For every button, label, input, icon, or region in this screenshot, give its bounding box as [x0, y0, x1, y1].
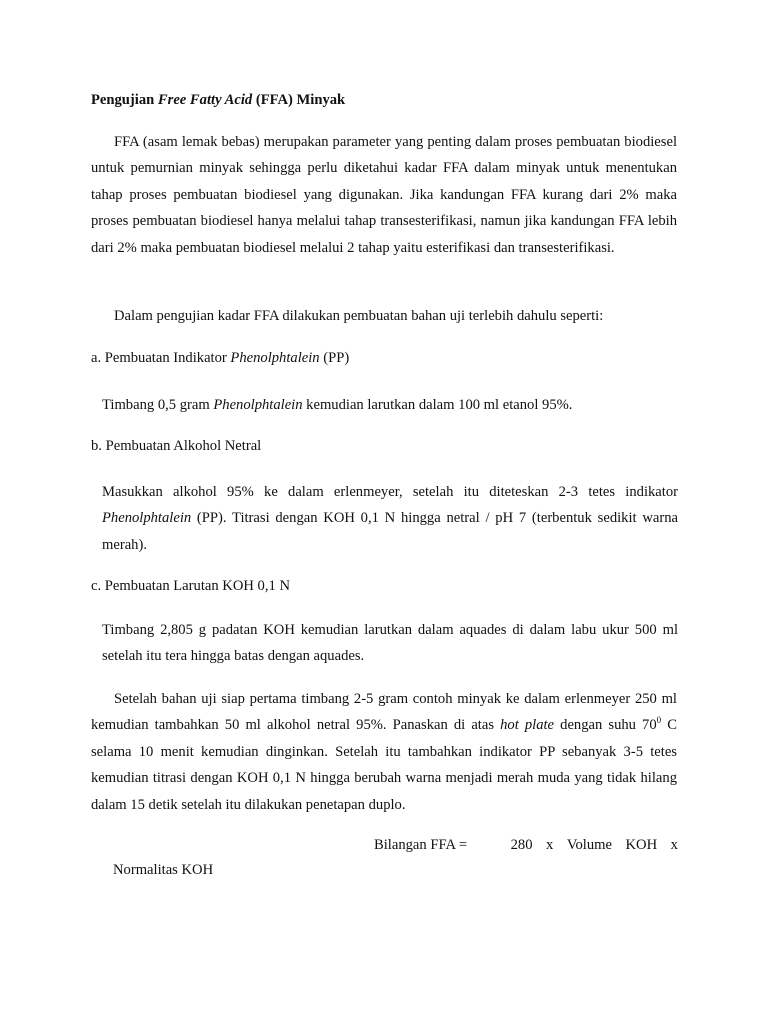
heading-neutral-alcohol: b. Pembuatan Alkohol Netral — [91, 438, 262, 454]
heading-koh-solution: c. Pembuatan Larutan KOH 0,1 N — [91, 578, 290, 594]
ffa-formula — [374, 834, 678, 856]
intro-paragraph: FFA (asam lemak bebas) merupakan parameter yang penting dalam proses pembuatan biodiesel untuk pemurnian minyak sehingga perlu diketahui kadar FFA dalam minyak untuk menentukan tahap proses pembuatan biodiesel yang digunakan. Jika kandungan FFA kurang dari 2% maka proses pembuatan biodiesel hanya melalui tahap transesterifikasi, namun jika kandungan FFA lebih dari 2% maka pembuatan biodiesel melalui 2 tahap yaitu esterifikasi dan transesterifikasi. — [91, 134, 677, 256]
formula-continuation: Normalitas KOH — [113, 862, 214, 878]
formula-term: x — [546, 837, 554, 853]
section-title: Pengujian Free Fatty Acid (FFA) Minyak — [91, 92, 346, 108]
neutral-alcohol-text: Masukkan alkohol 95% ke dalam erlenmeyer, setelah itu diteteskan 2-3 tetes indikator Phenolphtalein (PP). Titrasi dengan KOH 0,1 N hingga netral / pH 7 (terbentuk sedikit warna merah). — [102, 484, 678, 553]
formula-term: 280 — [510, 837, 533, 853]
formula-label: Bilangan FFA = — [374, 837, 468, 853]
formula-term: x — [670, 837, 678, 853]
formula-term: KOH — [625, 837, 658, 853]
preparation-intro: Dalam pengujian kadar FFA dilakukan pembuatan bahan uji terlebih dahulu seperti: — [114, 308, 604, 324]
heading-indicator-pp: a. Pembuatan Indikator Phenolphtalein (PP) — [91, 350, 350, 366]
formula-term: Volume — [566, 837, 612, 853]
koh-solution-text: Timbang 2,805 g padatan KOH kemudian larutkan dalam aquades di dalam labu ukur 500 ml setelah itu tera hingga batas dengan aquades. — [102, 622, 678, 665]
indicator-pp-text: Timbang 0,5 gram Phenolphtalein kemudian larutkan dalam 100 ml etanol 95%. — [102, 397, 573, 413]
procedure-paragraph: Setelah bahan uji siap pertama timbang 2-5 gram contoh minyak ke dalam erlenmeyer 250 ml kemudian tambahkan 50 ml alkohol netral 95%. Panaskan di atas hot plate dengan suhu $70^0$ C selama 10 menit kemudian dinginkan. Setelah itu tambahkan indikator PP sebanyak 3-5 tetes kemudian titrasi dengan KOH 0,1 N hingga berubah warna menjadi merah muda yang tidak hilang dalam 15 detik setelah itu dilakukan penetapan duplo. — [91, 691, 677, 813]
